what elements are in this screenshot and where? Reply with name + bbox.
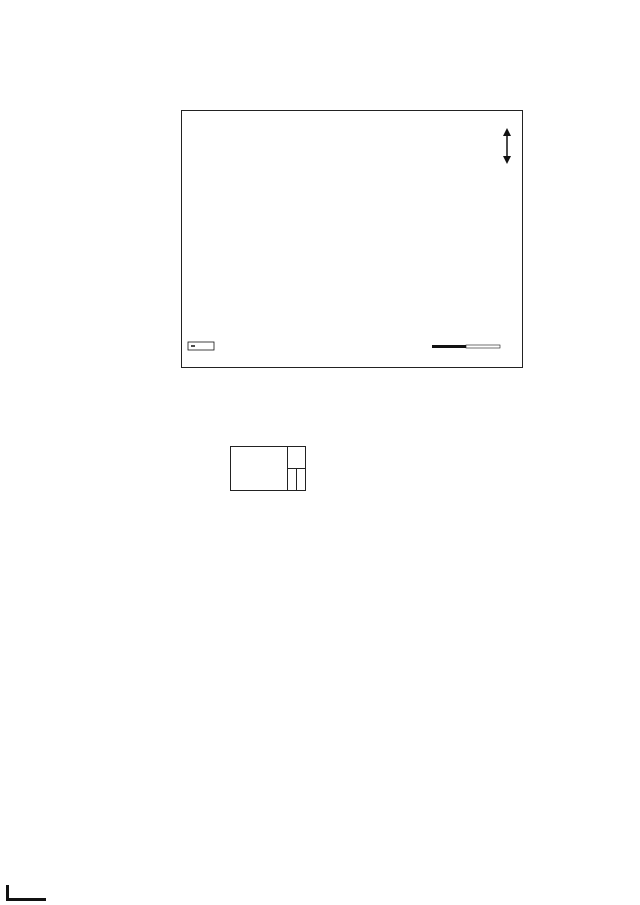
header-coordinates	[288, 447, 306, 469]
compass-icon	[503, 128, 511, 164]
scale-bar	[432, 345, 500, 348]
coordinates-table	[230, 446, 306, 491]
corner-mark-vertical	[6, 885, 9, 901]
header-longitude	[297, 469, 306, 491]
section-heading	[68, 66, 578, 85]
boundary-map	[181, 110, 523, 368]
header-point-number	[231, 447, 288, 491]
boundary-map-canvas	[182, 111, 522, 367]
header-latitude	[288, 469, 297, 491]
map-legend	[188, 342, 214, 350]
corner-mark	[6, 898, 46, 901]
